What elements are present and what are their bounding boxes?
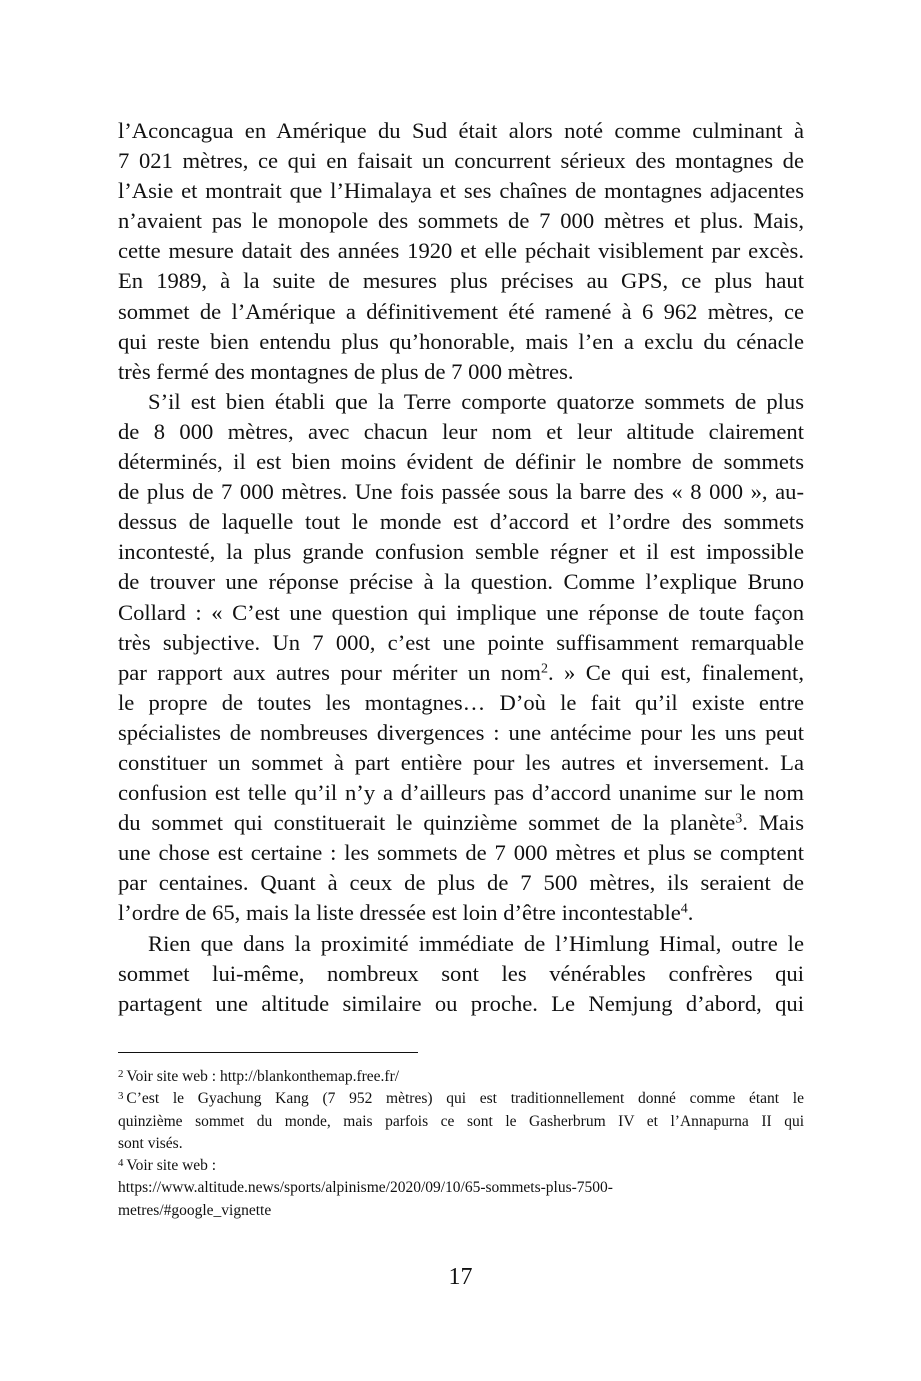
footnote-number: 3 [118, 1089, 124, 1102]
text-line: 7 021 mètres, ce qui en faisait un concurrent sérieux des montagnes de [118, 148, 804, 174]
page-number: 17 [448, 1264, 473, 1290]
footnotes [118, 1066, 804, 1222]
text-line [118, 898, 804, 928]
text-line: confusion est telle qu’il n’y a d’ailleurs pas d’accord unanime sur le nom [118, 780, 804, 806]
text-segment: du sommet qui constituerait le quinzième sommet de la planète [118, 810, 736, 836]
text-line: spécialistes de nombreuses divergences : une antécime pour les uns peut [118, 719, 804, 745]
footnote-4 [118, 1155, 804, 1222]
text-line: par centaines. Quant à ceux de plus de 7 500 mètres, ils seraient de [118, 870, 804, 896]
text-line: déterminés, il est bien moins évident de définir le nombre de sommets [118, 449, 804, 475]
footnote-link[interactable]: metres/#google_vignette [118, 1201, 272, 1219]
footnote-separator [118, 1052, 418, 1053]
text-segment: par rapport aux autres pour mériter un nom [118, 659, 541, 685]
footnote-line [118, 1088, 804, 1110]
text-segment: . Mais [742, 810, 804, 836]
text-line: dessus de laquelle tout le monde est d’accord et l’ordre des sommets [118, 509, 804, 535]
text-line: partagent une altitude similaire ou proche. Le Nemjung d’abord, qui [118, 990, 804, 1016]
paragraph-2 [118, 387, 804, 929]
footnote-number: 2 [118, 1067, 124, 1080]
text-line: de plus de 7 000 mètres. Une fois passée sous la barre des « 8 000 », au- [118, 479, 804, 505]
paragraph-1 [118, 116, 804, 387]
footnote-text: Voir site web : [126, 1157, 217, 1175]
text-line: Collard : « C’est une question qui implique une réponse de toute façon [118, 599, 804, 625]
paragraph-3 [118, 929, 804, 1019]
text-line: En 1989, à la suite de mesures plus précises au GPS, ce plus haut [118, 268, 804, 294]
footnote-line [118, 1066, 804, 1088]
text-line: constituer un sommet à part entière pour les autres et inversement. La [118, 749, 804, 775]
text-segment: l’ordre de 65, mais la liste dressée est loin d’être incontestable [118, 900, 681, 926]
main-text [118, 116, 804, 1019]
footnote-line: sont visés. [118, 1134, 183, 1152]
footnote-2 [118, 1066, 804, 1088]
text-line [118, 808, 804, 838]
footnote-text: C’est le Gyachung Kang (7 952 mètres) qui est traditionnellement donné comme étant le [126, 1090, 804, 1108]
text-line: de 8 000 mètres, avec chacun leur nom et leur altitude clairement [118, 418, 804, 444]
text-line [118, 658, 804, 688]
footnote-line: quinzième sommet du monde, mais parfois ce sont le Gasherbrum IV et l’Annapurna II qui [118, 1112, 804, 1130]
text-line: une chose est certaine : les sommets de 7 000 mètres et plus se comptent [118, 840, 804, 866]
text-line: Rien que dans la proximité immédiate de l’Himlung Himal, outre le [148, 930, 804, 956]
footnote-text: Voir site web : http://blankonthemap.free.fr/ [126, 1068, 400, 1085]
text-line: cette mesure datait des années 1920 et elle péchait visiblement par excès. [118, 238, 804, 264]
text-segment: . » Ce qui est, finalement, [547, 659, 804, 685]
text-line: sommet de l’Amérique a définitivement été ramené à 6 962 mètres, ce [118, 298, 804, 324]
text-line: incontesté, la plus grande confusion semble régner et il est impossible [118, 539, 804, 565]
text-line: qui reste bien entendu plus qu’honorable, mais l’en a exclu du cénacle [118, 328, 804, 354]
text-line: sommet lui-même, nombreux sont les vénérables confrères qui [118, 960, 804, 986]
text-line: le propre de toutes les montagnes… D’où le fait qu’il existe entre [118, 689, 804, 715]
footnote-ref-4[interactable]: 4 [680, 901, 688, 917]
footnote-number: 4 [118, 1156, 124, 1169]
text-line: de trouver une réponse précise à la question. Comme l’explique Bruno [118, 569, 804, 595]
text-line: l’Asie et montrait que l’Himalaya et ses chaînes de montagnes adjacentes [118, 178, 804, 204]
footnote-ref-2[interactable]: 2 [540, 660, 548, 676]
footnote-link[interactable]: https://www.altitude.news/sports/alpinisme/2020/09/10/65-sommets-plus-7500- [118, 1179, 613, 1197]
text-line: S’il est bien établi que la Terre comporte quatorze sommets de plus [148, 388, 804, 414]
footnote-3 [118, 1088, 804, 1155]
footnote-line [118, 1155, 804, 1177]
text-line: l’Aconcagua en Amérique du Sud était alors noté comme culminant à [118, 118, 804, 143]
text-line: n’avaient pas le monopole des sommets de 7 000 mètres et plus. Mais, [118, 208, 804, 234]
text-line: très fermé des montagnes de plus de 7 000 mètres. [118, 358, 574, 384]
text-segment: . [687, 900, 694, 926]
footnote-ref-3[interactable]: 3 [735, 811, 743, 827]
text-line: très subjective. Un 7 000, c’est une pointe suffisamment remarquable [118, 629, 804, 655]
